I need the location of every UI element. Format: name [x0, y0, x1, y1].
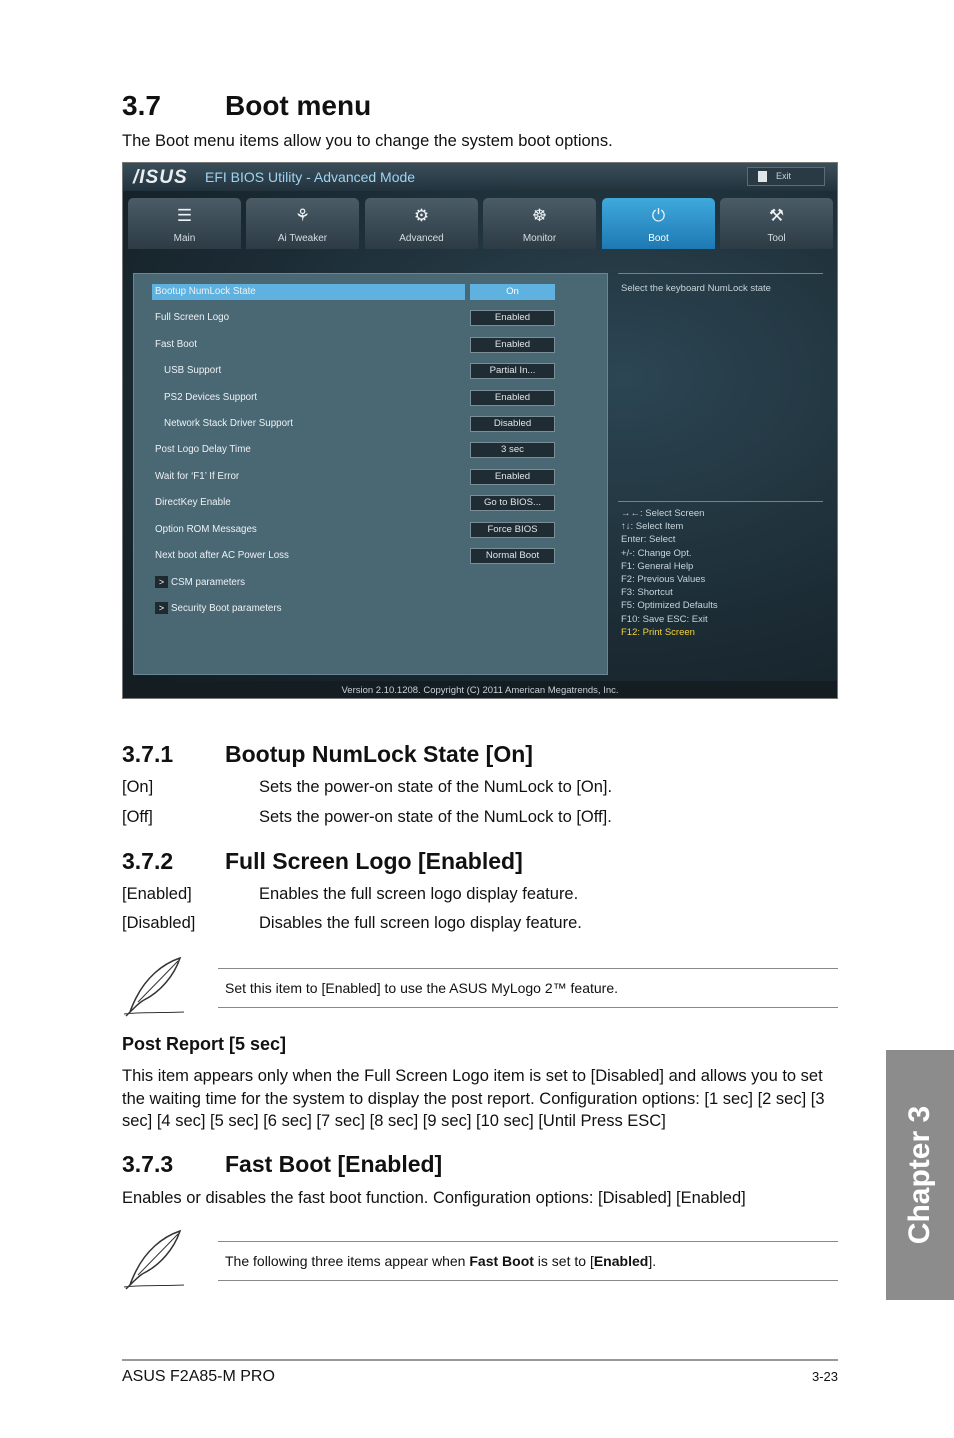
item-post-logo-delay[interactable]: Post Logo Delay Time: [155, 444, 251, 455]
option-key: [Disabled]: [122, 914, 196, 932]
tab-main[interactable]: [128, 198, 241, 249]
option-desc: Disables the full screen logo display feature.: [259, 914, 582, 932]
bios-version: Version 2.10.1208. Copyright (C) 2011 American Megatrends, Inc.: [123, 681, 837, 699]
divider: [618, 501, 823, 502]
option-row: [122, 914, 582, 933]
item-ps2-support[interactable]: PS2 Devices Support: [164, 392, 258, 403]
note-bold-fast-boot: Fast Boot: [469, 1253, 534, 1269]
item-fast-boot[interactable]: Fast Boot: [155, 339, 197, 350]
option-row: [122, 808, 612, 827]
fast-boot-text: Enables or disables the fast boot function. Configuration options: [Disabled] [Enabled]: [122, 1189, 746, 1207]
item-full-screen-logo[interactable]: Full Screen Logo: [155, 312, 230, 323]
key-line: Enter: Select: [621, 534, 676, 546]
help-text: Select the keyboard NumLock state: [621, 283, 771, 294]
key-line: F1: General Help: [621, 560, 694, 572]
note-fast-boot: [122, 1229, 838, 1291]
item-ac-power-loss[interactable]: Next boot after AC Power Loss: [155, 550, 289, 561]
note-text: [218, 1241, 838, 1281]
value-full-screen-logo[interactable]: Enabled: [470, 310, 555, 326]
divider: [618, 273, 823, 274]
tab-monitor[interactable]: [483, 198, 596, 249]
exit-icon: [758, 171, 767, 182]
footer-product: ASUS F2A85-M PRO: [122, 1368, 275, 1385]
heading-title: Fast Boot [Enabled]: [225, 1151, 443, 1177]
option-key: [Enabled]: [122, 885, 192, 903]
submenu-arrow-icon: >: [155, 576, 168, 588]
heading-title: Full Screen Logo [Enabled]: [225, 848, 523, 874]
key-line: F2: Previous Values: [621, 574, 706, 586]
option-desc: Enables the full screen logo display feature.: [259, 885, 579, 903]
item-bootup-numlock[interactable]: Bootup NumLock State: [152, 284, 465, 300]
item-option-rom[interactable]: Option ROM Messages: [155, 524, 257, 535]
key-line-print-screen: F12: Print Screen: [621, 626, 695, 638]
key-line: +/-: Change Opt.: [621, 547, 692, 559]
heading-title: Bootup NumLock State [On]: [225, 741, 533, 767]
settings-panel: [133, 273, 608, 675]
tab-label: Main: [173, 233, 196, 244]
power-icon: ⏻: [651, 206, 666, 225]
heading-number: 3.7.3: [122, 1151, 174, 1177]
help-panel: [618, 273, 823, 675]
tool-icon: ⚒: [768, 206, 785, 225]
post-report-heading: Post Report [5 sec]: [122, 1034, 287, 1054]
asus-logo: /ISUS: [133, 167, 188, 188]
bios-screenshot: [122, 162, 838, 699]
key-line: F5: Optimized Defaults: [621, 600, 718, 612]
section-title: Boot menu: [225, 90, 372, 121]
heading-number: 3.7.2: [122, 848, 174, 874]
section-heading: [122, 90, 371, 122]
submenu-label: CSM parameters: [171, 577, 246, 588]
tab-ai-tweaker[interactable]: [246, 198, 359, 249]
section-number: 3.7: [122, 90, 161, 121]
heading-3-7-3: [122, 1151, 442, 1178]
note-bold-enabled: Enabled: [593, 1253, 649, 1269]
key-line: →←: Select Screen: [621, 508, 705, 519]
footer-page-number: 3-23: [811, 1369, 838, 1384]
bios-title: EFI BIOS Utility - Advanced Mode: [205, 169, 416, 185]
item-directkey[interactable]: DirectKey Enable: [155, 497, 231, 508]
key-line: ↑↓: Select Item: [621, 521, 684, 533]
tab-label: Boot: [648, 233, 669, 244]
bios-title-bar: [123, 163, 837, 191]
tab-boot[interactable]: [602, 198, 715, 249]
item-usb-support[interactable]: USB Support: [164, 365, 222, 376]
value-wait-f1[interactable]: Enabled: [470, 469, 555, 485]
key-line: F10: Save ESC: Exit: [621, 613, 708, 625]
value-post-logo-delay[interactable]: 3 sec: [470, 442, 555, 458]
note-text: Set this item to [Enabled] to use the ASUS MyLogo 2™ feature.: [218, 968, 838, 1008]
bios-tabs: [128, 198, 834, 249]
item-security-boot[interactable]: [152, 601, 465, 617]
exit-button[interactable]: [747, 167, 825, 186]
tab-advanced[interactable]: [365, 198, 478, 249]
option-key: [On]: [122, 778, 154, 796]
feather-pen-icon: [122, 1229, 188, 1291]
value-network-stack[interactable]: Disabled: [470, 416, 555, 432]
list-icon: ☰: [176, 206, 193, 225]
chapter-label: Chapter 3: [903, 1105, 936, 1245]
option-desc: Sets the power-on state of the NumLock to [Off].: [259, 808, 612, 826]
tab-label: Tool: [767, 233, 786, 244]
item-network-stack[interactable]: Network Stack Driver Support: [164, 418, 294, 429]
value-ac-power-loss[interactable]: Normal Boot: [470, 548, 555, 564]
chapter-tab: [886, 1050, 954, 1300]
tab-tool[interactable]: [720, 198, 833, 249]
option-desc: Sets the power-on state of the NumLock to [On].: [259, 778, 613, 796]
heading-3-7-1: [122, 741, 533, 768]
advanced-icon: ⚙: [413, 206, 430, 225]
submenu-arrow-icon: >: [155, 602, 168, 614]
note-text-part: is set to [: [533, 1253, 594, 1269]
key-legend: [621, 507, 718, 639]
item-wait-f1[interactable]: Wait for ‘F1’ If Error: [155, 471, 240, 482]
note-text-part: ].: [648, 1253, 657, 1269]
heading-number: 3.7.1: [122, 741, 174, 767]
heading-3-7-2: [122, 848, 523, 875]
item-csm-parameters[interactable]: [152, 575, 465, 591]
exit-label: Exit: [776, 171, 792, 181]
tab-label: Advanced: [399, 233, 444, 244]
tweaker-icon: ⚘: [294, 206, 311, 225]
option-row: [122, 778, 612, 797]
note-mylogo: [122, 956, 838, 1018]
monitor-icon: ☸: [531, 206, 548, 225]
note-text-part: The following three items appear when: [225, 1253, 470, 1269]
submenu-label: Security Boot parameters: [171, 603, 282, 614]
value-directkey[interactable]: Go to BIOS...: [470, 495, 555, 511]
option-key: [Off]: [122, 808, 153, 826]
tab-label: Monitor: [522, 233, 557, 244]
value-ps2-support[interactable]: Enabled: [470, 390, 555, 406]
feather-pen-icon: [122, 956, 188, 1018]
value-bootup-numlock[interactable]: On: [470, 284, 555, 300]
value-fast-boot[interactable]: Enabled: [470, 337, 555, 353]
value-usb-support[interactable]: Partial In...: [470, 363, 555, 379]
key-line: F3: Shortcut: [621, 587, 673, 599]
post-report-text: This item appears only when the Full Screen Logo item is set to [Disabled] and allows you to set the waiting time for the system to display the post report. Configuration options: [1 sec] [2 sec] [3 sec] [4 sec] [5 sec] [6 sec] [7 sec] [8 sec] [9 sec] [10 sec] [Until Press ESC]: [122, 1067, 825, 1130]
value-option-rom[interactable]: Force BIOS: [470, 522, 555, 538]
tab-label: Ai Tweaker: [277, 233, 328, 244]
intro-text: The Boot menu items allow you to change the system boot options.: [122, 132, 613, 150]
footer-divider: [122, 1359, 838, 1361]
option-row: [122, 885, 578, 904]
